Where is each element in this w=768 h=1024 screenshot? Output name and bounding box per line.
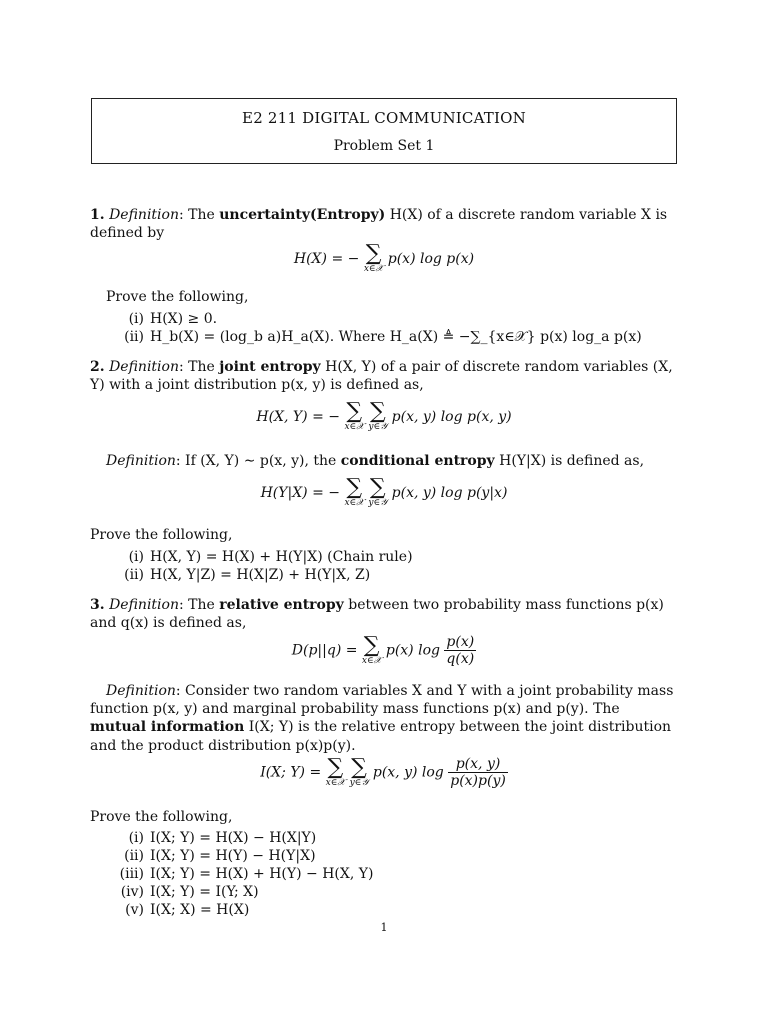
problem3-term: relative entropy <box>219 597 344 613</box>
problem3-definition2 <box>90 682 678 755</box>
problem2-def2-text-b: H(Y|X) is defined as, <box>494 453 645 469</box>
problem3-list <box>112 829 672 919</box>
item-label: (iii) <box>119 866 144 882</box>
eq5-den: p(x)p(y) <box>450 773 506 789</box>
item-text: I(X; X) = H(X) <box>150 902 250 918</box>
list-item <box>112 566 672 584</box>
item-text: I(X; Y) = H(Y) − H(Y|X) <box>150 848 316 864</box>
problem1-definition <box>90 206 678 242</box>
list-item <box>112 847 672 865</box>
problem3-equation2 <box>90 756 678 789</box>
problem2-equation <box>90 399 678 432</box>
item-label: (iv) <box>120 884 144 900</box>
item-text: I(X; Y) = H(X) − H(X|Y) <box>150 830 317 846</box>
problem2-term: joint entropy <box>219 359 321 375</box>
eq4-lhs: D(p||q) = <box>291 642 358 659</box>
problem2-definition <box>90 358 678 394</box>
problem3-prove: Prove the following, <box>90 809 233 825</box>
problem2-def-label: Definition <box>109 359 179 375</box>
problem2-definition2 <box>106 452 678 470</box>
eq4-num: p(x) <box>446 634 475 650</box>
problem1-prove: Prove the following, <box>106 289 249 305</box>
eq1-lhs: H(X) = − <box>293 251 360 267</box>
item-text: H(X, Y|Z) = H(X|Z) + H(Y|X, Z) <box>150 567 371 583</box>
eq5-sub2: y∈𝒴 <box>349 777 369 788</box>
problem1-equation <box>90 241 678 274</box>
problem1-def-label: Definition <box>109 207 179 223</box>
eq5-num: p(x, y) <box>448 756 508 773</box>
eq4-den: q(x) <box>446 651 475 667</box>
sum-symbol: ∑ x∈𝒳 <box>363 241 384 274</box>
list-item <box>112 310 672 328</box>
problem2-def2-term: conditional entropy <box>340 453 495 469</box>
eq3-lhs: H(Y|X) = − <box>260 485 340 501</box>
problem3-def2-term: mutual information <box>90 719 245 736</box>
header-box <box>91 98 677 164</box>
item-text: H(X, Y) = H(X) + H(Y|X) (Chain rule) <box>150 549 413 565</box>
eq3-sub1: x∈𝒳 <box>344 498 364 508</box>
eq1-sub: x∈𝒳 <box>363 264 384 274</box>
page-number: 1 <box>380 921 388 934</box>
item-label: (ii) <box>124 329 144 345</box>
sum-symbol: ∑ y∈𝒴 <box>368 475 388 508</box>
problem3-def2-label: Definition <box>106 683 176 699</box>
eq3-rhs: p(x, y) log p(y|x) <box>391 485 508 501</box>
item-label: (ii) <box>124 848 144 864</box>
list-item <box>112 829 672 847</box>
problem2-text-a: : The <box>178 359 220 375</box>
problem3-definition <box>90 596 678 632</box>
problem3-def-label: Definition <box>109 597 179 613</box>
eq2-sub1: x∈𝒳 <box>344 422 364 432</box>
problem-set-title: Problem Set 1 <box>333 137 435 154</box>
problem3-equation <box>90 634 678 667</box>
fraction <box>444 634 476 667</box>
list-item <box>112 328 672 346</box>
item-label: (i) <box>128 830 144 846</box>
list-item <box>112 901 672 919</box>
problem2-def2-label: Definition <box>106 453 176 469</box>
list-item <box>112 548 672 566</box>
eq1-rhs: p(x) log p(x) <box>387 251 475 267</box>
sum-symbol: ∑ x∈𝒳 <box>344 475 364 508</box>
course-title: E2 211 DIGITAL COMMUNICATION <box>242 109 526 127</box>
eq4-sub: x∈𝒳 <box>361 655 382 666</box>
problem2-prove: Prove the following, <box>90 527 233 543</box>
eq5-mid: p(x, y) log <box>372 764 444 781</box>
eq5-lhs: I(X; Y) = <box>260 764 322 781</box>
problem1-number: 1. <box>90 207 105 223</box>
list-item <box>112 865 672 883</box>
problem3-def2-text-b: I(X; Y) is the relative entropy between the joint distribution and the product distribution p(x)p(y). <box>90 719 672 754</box>
sum-symbol: ∑ y∈𝒴 <box>368 399 388 432</box>
item-text: H(X) ≥ 0. <box>150 311 218 327</box>
fraction <box>448 756 508 789</box>
sum-symbol: ∑ x∈𝒳 <box>361 632 382 666</box>
problem2-text-b: H(X, Y) of a pair of discrete random variables (X, Y) with a joint distribution p(x, y) is defined as, <box>90 359 673 394</box>
list-item <box>112 883 672 901</box>
eq4-mid: p(x) log <box>385 642 440 659</box>
problem2-number: 2. <box>90 359 105 375</box>
sum-symbol: ∑ y∈𝒴 <box>349 754 369 788</box>
eq2-lhs: H(X, Y) = − <box>256 409 340 425</box>
item-text: H_b(X) = (log_b a)H_a(X). Where H_a(X) ≜ −∑_{x∈𝒳} p(x) log_a p(x) <box>150 329 642 345</box>
sum-symbol: ∑ x∈𝒳 <box>344 399 364 432</box>
eq5-sub1: x∈𝒳 <box>325 777 346 788</box>
problem1-text-b: H(X) of a discrete random variable X is defined by <box>90 207 668 242</box>
item-label: (i) <box>128 311 144 327</box>
problem2-list <box>112 548 672 584</box>
eq2-rhs: p(x, y) log p(x, y) <box>391 409 512 425</box>
problem3-def2-text-a: : Consider two random variables X and Y with a joint probability mass function p(x, y) and marginal probability mass functions p(x) and p(y). The <box>90 683 674 718</box>
item-text: I(X; Y) = I(Y; X) <box>150 884 259 900</box>
item-label: (v) <box>125 902 144 918</box>
eq2-sub2: y∈𝒴 <box>368 422 388 432</box>
problem1-list <box>112 310 672 346</box>
problem2-def2-text-a: : If (X, Y) ∼ p(x, y), the <box>175 453 341 469</box>
item-label: (ii) <box>124 567 144 583</box>
item-text: I(X; Y) = H(X) + H(Y) − H(X, Y) <box>150 866 374 882</box>
problem2-equation2 <box>90 475 678 508</box>
item-label: (i) <box>128 549 144 565</box>
sum-symbol: ∑ x∈𝒳 <box>325 754 346 788</box>
problem1-term: uncertainty(Entropy) <box>219 207 386 223</box>
problem3-number: 3. <box>90 597 105 613</box>
problem3-text-a: : The <box>178 597 220 613</box>
problem1-text-a: : The <box>178 207 220 223</box>
eq3-sub2: y∈𝒴 <box>368 498 388 508</box>
problem3-text-b: between two probability mass functions p(x) and q(x) is defined as, <box>90 597 664 632</box>
